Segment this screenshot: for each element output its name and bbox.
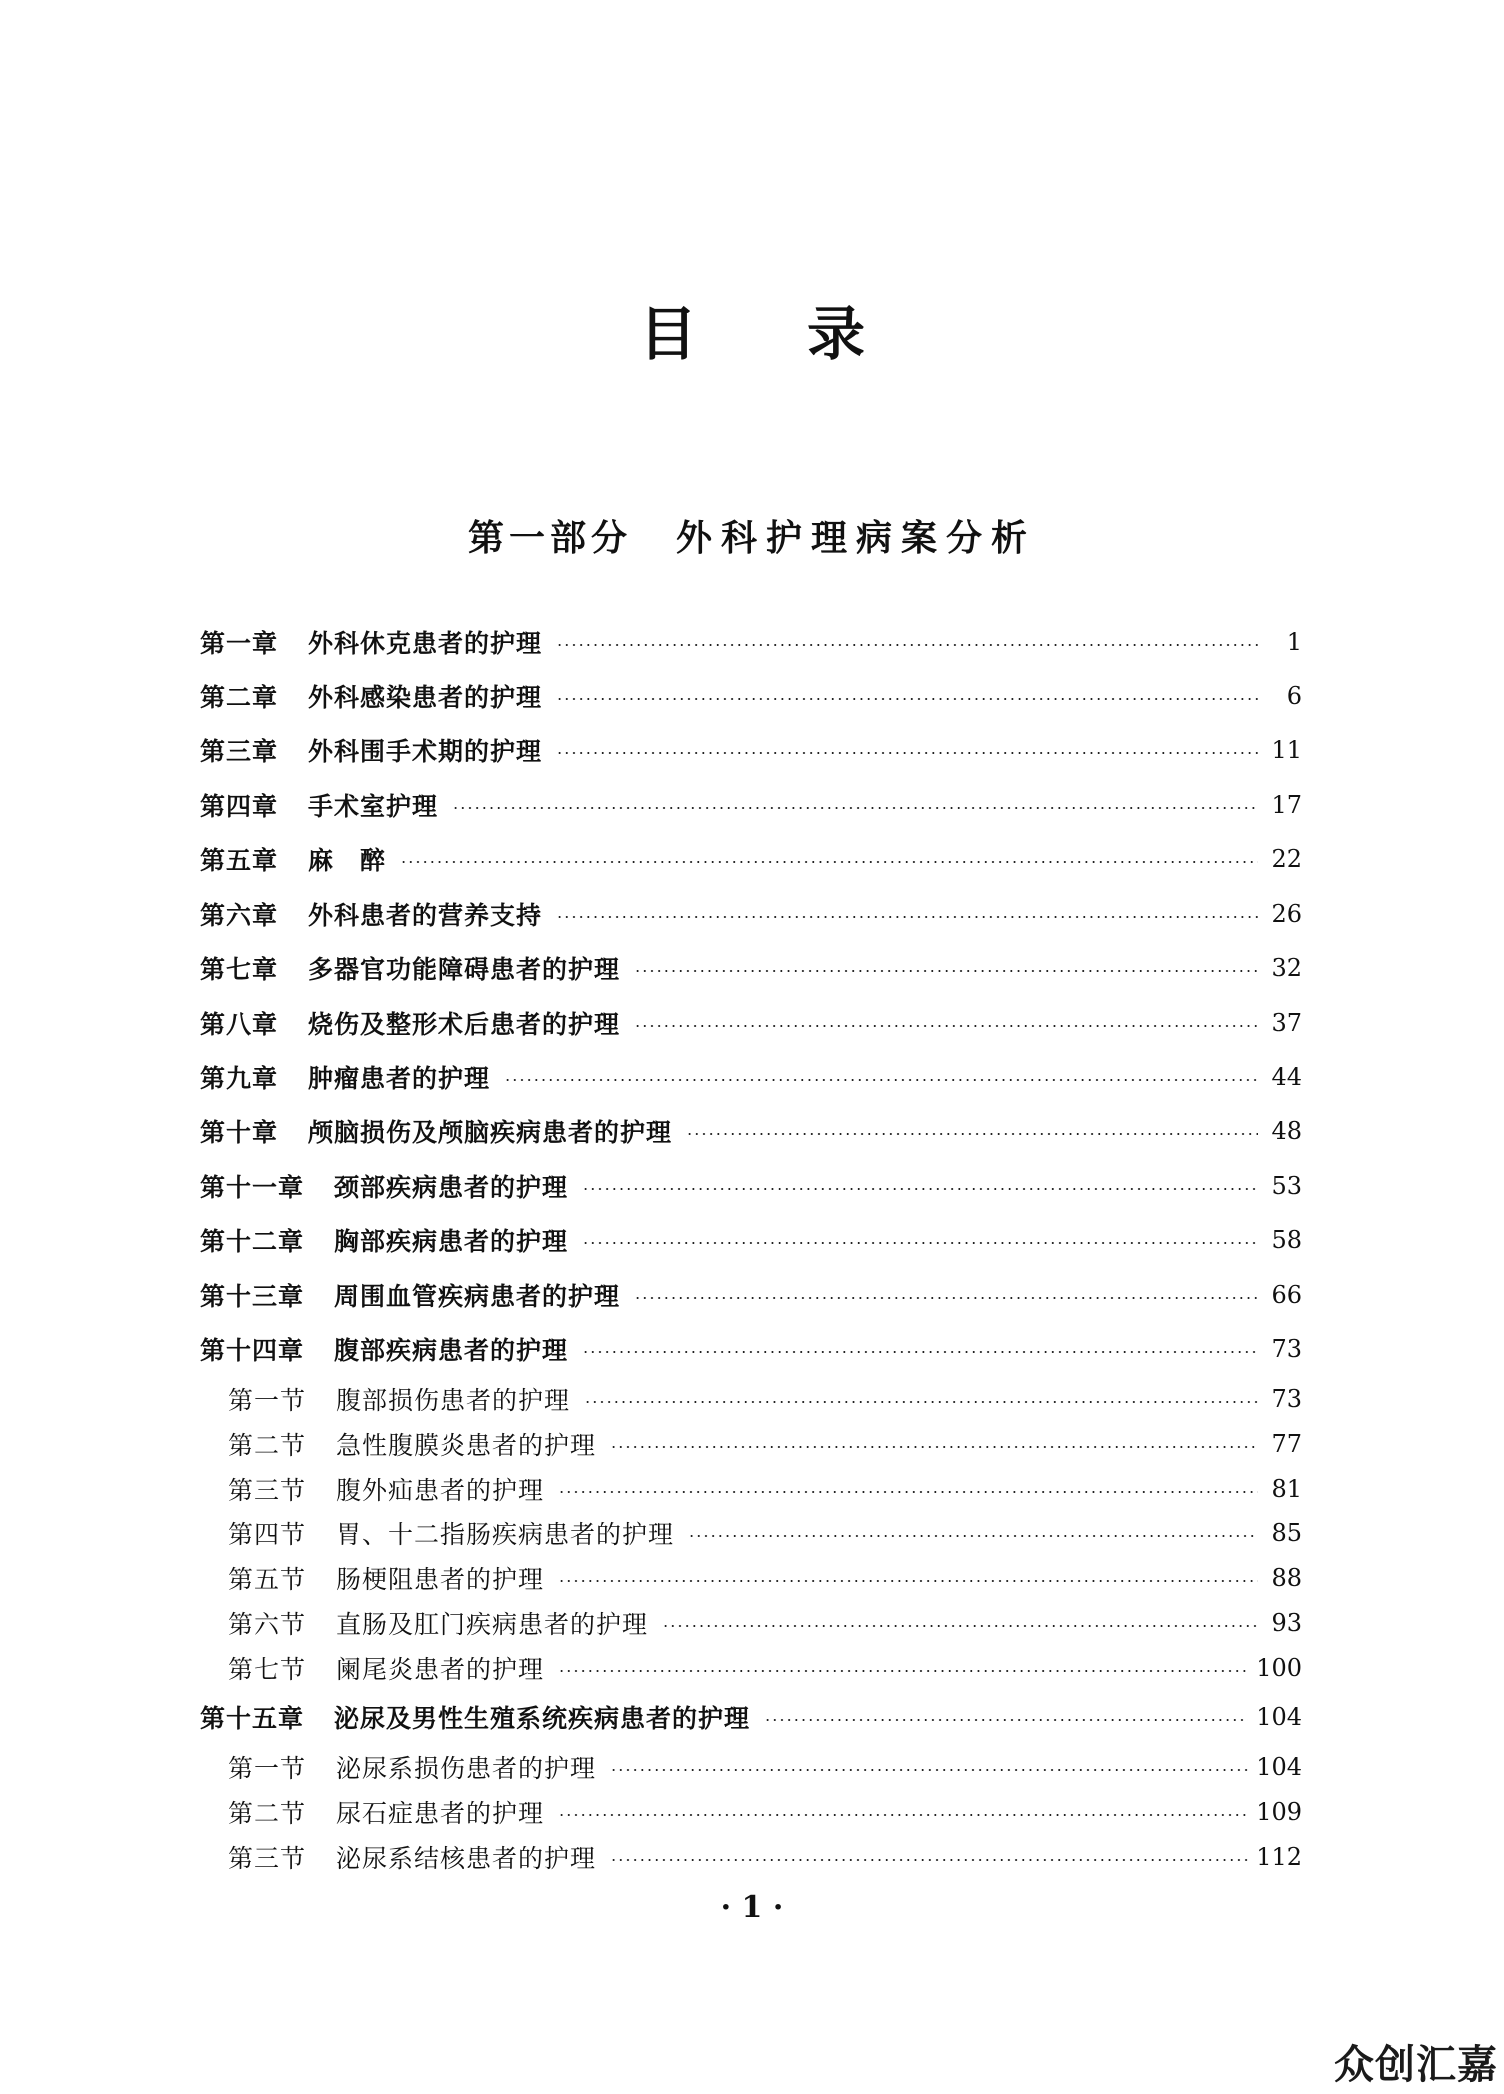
toc-entry-title: 肠梗阻患者的护理 — [336, 1565, 545, 1594]
toc-entry-title: 泌尿系结核患者的护理 — [336, 1844, 597, 1873]
toc-chapter-row — [200, 1329, 1302, 1369]
dot-leader — [504, 1079, 1258, 1081]
dot-leader — [556, 698, 1258, 700]
toc-chapter-row — [200, 1057, 1302, 1097]
watermark-logo: 众创汇嘉 — [1334, 2042, 1498, 2088]
toc-entry-page: 11 — [1271, 736, 1302, 764]
toc-entry-title: 胃、十二指肠疾病患者的护理 — [336, 1520, 675, 1549]
toc-section-row — [228, 1379, 1302, 1419]
dot-leader — [452, 807, 1258, 809]
toc-entry-number: 第十二章 — [200, 1227, 305, 1256]
toc-section-row — [228, 1837, 1302, 1877]
dot-leader — [582, 1188, 1258, 1190]
dot-leader — [764, 1719, 1248, 1721]
toc-entry-page: 17 — [1271, 791, 1302, 819]
toc-entry-page: 53 — [1271, 1172, 1302, 1200]
dot-leader — [634, 970, 1258, 972]
toc-entry-title: 腹部损伤患者的护理 — [336, 1386, 571, 1415]
toc-entry-title: 外科休克患者的护理 — [308, 629, 543, 658]
toc-entry-number: 第三节 — [228, 1844, 307, 1873]
dot-leader — [582, 1242, 1258, 1244]
toc-entry-number: 第六节 — [228, 1610, 307, 1639]
toc-entry-title: 外科围手术期的护理 — [308, 737, 543, 766]
toc-entry-page: 44 — [1271, 1063, 1302, 1091]
toc-chapter-row — [200, 1166, 1302, 1206]
toc-entry-page: 26 — [1271, 900, 1302, 928]
toc-entry-title: 颈部疾病患者的护理 — [334, 1173, 569, 1202]
toc-entry-number: 第五节 — [228, 1565, 307, 1594]
toc-entry-page: 66 — [1271, 1281, 1302, 1309]
toc-entry-number: 第二节 — [228, 1799, 307, 1828]
toc-entry-number: 第十三章 — [200, 1282, 305, 1311]
toc-entry-page: 48 — [1271, 1117, 1302, 1145]
toc-entry-page: 32 — [1271, 954, 1302, 982]
toc-chapter-row — [200, 1111, 1302, 1151]
dot-leader — [558, 1814, 1248, 1816]
toc-entry-page: 104 — [1256, 1703, 1302, 1731]
dot-leader — [582, 1351, 1258, 1353]
dot-leader — [558, 1580, 1258, 1582]
toc-entry-number: 第十一章 — [200, 1173, 305, 1202]
toc-entry-title: 腹部疾病患者的护理 — [334, 1336, 569, 1365]
part-label: 第一部分 — [467, 517, 632, 559]
dot-leader — [686, 1133, 1258, 1135]
toc-chapter-row — [200, 1220, 1302, 1260]
dot-leader — [584, 1401, 1258, 1403]
toc-entry-number: 第十五章 — [200, 1704, 305, 1733]
toc-entry-title: 麻 醉 — [308, 846, 387, 875]
part-name: 外科护理病案分析 — [676, 517, 1037, 559]
toc-entry-number: 第七节 — [228, 1655, 307, 1684]
toc-chapter-row — [200, 839, 1302, 879]
toc-entry-title: 直肠及肛门疾病患者的护理 — [336, 1610, 649, 1639]
toc-entry-number: 第四章 — [200, 792, 279, 821]
dot-leader — [610, 1446, 1258, 1448]
dot-leader — [634, 1297, 1258, 1299]
toc-entry-title: 颅脑损伤及颅脑疾病患者的护理 — [308, 1118, 673, 1147]
toc-entry-number: 第十章 — [200, 1118, 279, 1147]
toc-section-row — [228, 1603, 1302, 1643]
toc-section-row — [228, 1648, 1302, 1688]
toc-chapter-row — [200, 894, 1302, 934]
dot-leader — [610, 1769, 1248, 1771]
toc-entry-title: 尿石症患者的护理 — [336, 1799, 545, 1828]
toc-entry-number: 第四节 — [228, 1520, 307, 1549]
toc-entry-page: 104 — [1256, 1753, 1302, 1781]
page-number-footer: · 1 · — [720, 1890, 784, 1925]
toc-entry-page: 22 — [1271, 845, 1302, 873]
toc-entry-number: 第十四章 — [200, 1336, 305, 1365]
toc-section-row — [228, 1424, 1302, 1464]
toc-entry-page: 58 — [1271, 1226, 1302, 1254]
toc-entry-page: 109 — [1256, 1798, 1302, 1826]
toc-entry-page: 73 — [1271, 1335, 1302, 1363]
toc-entry-page: 6 — [1286, 682, 1302, 710]
toc-entry-title: 急性腹膜炎患者的护理 — [336, 1431, 597, 1460]
dot-leader — [662, 1625, 1258, 1627]
toc-entry-title: 胸部疾病患者的护理 — [334, 1227, 569, 1256]
toc-entry-title: 阑尾炎患者的护理 — [336, 1655, 545, 1684]
toc-entry-number: 第一章 — [200, 629, 279, 658]
toc-entry-page: 73 — [1271, 1385, 1302, 1413]
toc-entry-page: 88 — [1271, 1564, 1302, 1592]
page-title-char-2: 录 — [807, 300, 866, 368]
toc-entry-number: 第三节 — [228, 1476, 307, 1505]
toc-entry-title: 多器官功能障碍患者的护理 — [308, 955, 621, 984]
dot-leader — [688, 1535, 1258, 1537]
toc-entry-title: 肿瘤患者的护理 — [308, 1064, 491, 1093]
toc-entry-page: 112 — [1256, 1843, 1302, 1871]
toc-chapter-row — [200, 1003, 1302, 1043]
toc-entry-number: 第五章 — [200, 846, 279, 875]
toc-chapter-row — [200, 676, 1302, 716]
toc-entry-number: 第三章 — [200, 737, 279, 766]
toc-entry-page: 1 — [1286, 628, 1302, 656]
toc-entry-number: 第九章 — [200, 1064, 279, 1093]
toc-chapter-row — [200, 1275, 1302, 1315]
toc-entry-title: 外科感染患者的护理 — [308, 683, 543, 712]
dot-leader — [610, 1859, 1248, 1861]
dot-leader — [558, 1670, 1248, 1672]
toc-entry-title: 腹外疝患者的护理 — [336, 1476, 545, 1505]
toc-entry-number: 第六章 — [200, 901, 279, 930]
dot-leader — [556, 644, 1258, 646]
toc-chapter-row — [200, 622, 1302, 662]
page-title-char-1: 目 — [638, 300, 697, 368]
toc-entry-title: 手术室护理 — [308, 792, 439, 821]
toc-entry-number: 第二章 — [200, 683, 279, 712]
toc-entry-page: 37 — [1271, 1009, 1302, 1037]
toc-entry-title: 泌尿系损伤患者的护理 — [336, 1754, 597, 1783]
toc-entry-title: 泌尿及男性生殖系统疾病患者的护理 — [334, 1704, 751, 1733]
toc-entry-page: 81 — [1271, 1475, 1302, 1503]
dot-leader — [556, 916, 1258, 918]
toc-section-row — [228, 1747, 1302, 1787]
toc-section-row — [228, 1469, 1302, 1509]
toc-chapter-row — [200, 948, 1302, 988]
toc-section-row — [228, 1792, 1302, 1832]
toc-entry-number: 第二节 — [228, 1431, 307, 1460]
toc-section-row — [228, 1513, 1302, 1553]
toc-entry-page: 100 — [1256, 1654, 1302, 1682]
toc-entry-title: 烧伤及整形术后患者的护理 — [308, 1010, 621, 1039]
toc-entry-number: 第一节 — [228, 1386, 307, 1415]
toc-entry-number: 第一节 — [228, 1754, 307, 1783]
toc-entry-title: 外科患者的营养支持 — [308, 901, 543, 930]
dot-leader — [558, 1491, 1258, 1493]
toc-entry-title: 周围血管疾病患者的护理 — [334, 1282, 621, 1311]
toc-chapter-row — [200, 1697, 1302, 1737]
toc-entry-number: 第八章 — [200, 1010, 279, 1039]
toc-entry-page: 77 — [1271, 1430, 1302, 1458]
dot-leader — [634, 1025, 1258, 1027]
toc-chapter-row — [200, 785, 1302, 825]
toc-entry-page: 93 — [1271, 1609, 1302, 1637]
toc-section-row — [228, 1558, 1302, 1598]
toc-chapter-row — [200, 730, 1302, 770]
toc-entry-number: 第七章 — [200, 955, 279, 984]
dot-leader — [556, 752, 1258, 754]
toc-entry-page: 85 — [1271, 1519, 1302, 1547]
dot-leader — [400, 861, 1258, 863]
